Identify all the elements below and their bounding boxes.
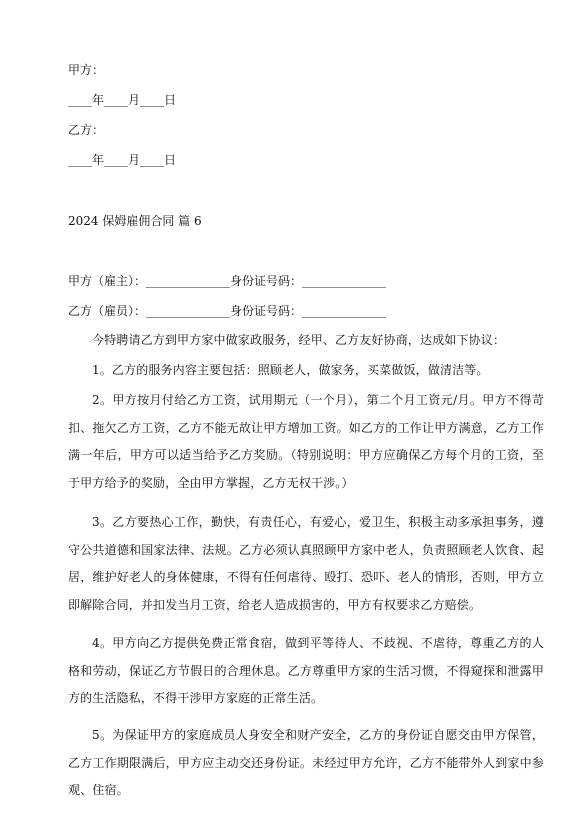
clause-4: 4。甲方向乙方提供免费正常食宿，做到平等待人、不歧视、不虐待，尊重乙方的人格和劳动，保证乙方节假日的合理休息。乙方尊重甲方家的生活习惯，不得窥探和泄露甲方的生活隐私，不得干涉甲方家庭的正常生活。 (68, 636, 544, 705)
party-a-date-line: ____年____月____日 (68, 93, 177, 107)
intro-paragraph: 今特聘请乙方到甲方家中做家政服务，经甲、乙方友好协商，达成如下协议： (92, 333, 506, 347)
employee-info-line: 乙方（雇员）：______________身份证号码：______________ (68, 304, 387, 318)
party-b-signature-label: 乙方： (68, 123, 105, 137)
clause-2: 2。甲方按月付给乙方工资，试用期元（一个月），第二个月工资元/月。甲方不得苛扣、拖欠乙方工资，乙方不能无故让甲方增加工资。如乙方的工作让甲方满意，乙方工作满一年后，甲方可以适当给予乙方奖励。（特别说明：甲方应确保乙方每个月的工资，至于甲方给予的奖励，全由甲方掌握，乙方无权干涉。） (68, 393, 544, 490)
party-b-date-line: ____年____月____日 (68, 153, 177, 167)
employer-info-line: 甲方（雇主）：______________身份证号码：______________ (68, 274, 387, 288)
party-a-signature-label: 甲方： (68, 63, 105, 77)
clause-3: 3。乙方要热心工作，勤快，有责任心，有爱心，爱卫生，积极主动多承担事务，遵守公共道德和国家法律、法规。乙方必须认真照顾甲方家中老人，负责照顾老人饮食、起居，维护好老人的身体健康，不得有任何虐待、殴打、恐吓、老人的情形，否则，甲方立即解除合同，并扣发当月工资，给老人造成损害的，甲方有权要求乙方赔偿。 (68, 515, 544, 612)
section-title: 2024 保姆雇佣合同 篇 6 (68, 214, 202, 228)
clause-5: 5。为保证甲方的家庭成员人身安全和财产安全，乙方的身份证自愿交由甲方保管，乙方工作期限满后，甲方应主动交还身份证。未经过甲方允许，乙方不能带外人到家中参观、住宿。 (68, 728, 544, 797)
clause-1: 1。乙方的服务内容主要包括：照顾老人，做家务，买菜做饭，做清洁等。 (92, 363, 489, 377)
